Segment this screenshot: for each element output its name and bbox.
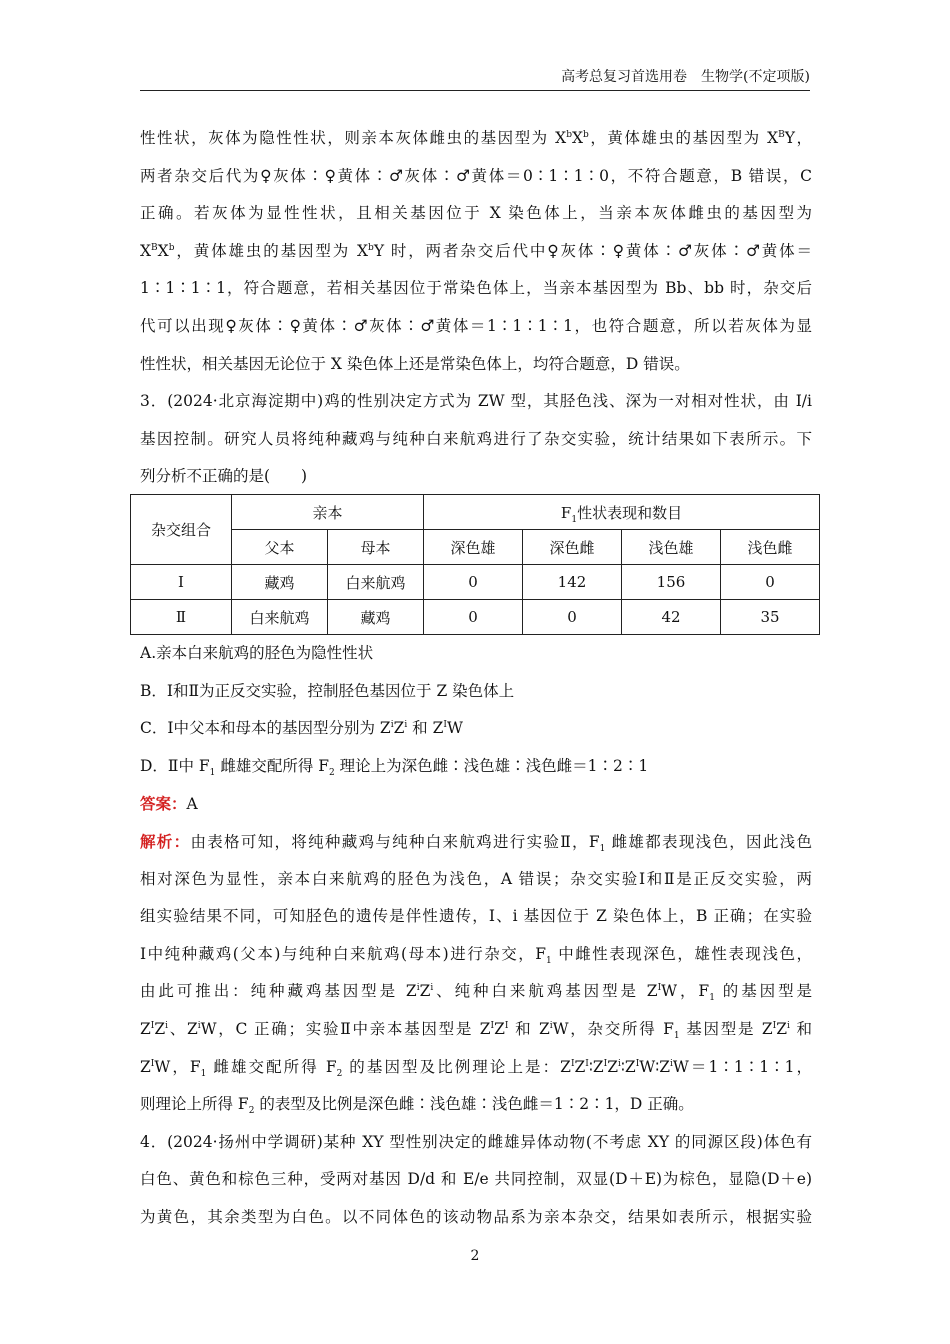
text-line: 列分析不正确的是( )	[140, 467, 308, 486]
header-mother: 母本	[328, 530, 424, 565]
answer-value: A	[186, 795, 198, 814]
analysis-label: 解析：	[140, 831, 191, 851]
table-cell: 白来航鸡	[232, 600, 328, 635]
question-4-stem: 4．(2024·扬州中学调研)某种 XY 型性别决定的雌雄异体动物(不考虑 XY 的同源区段)体色有	[140, 1132, 812, 1151]
answer-line	[140, 785, 812, 823]
text-line: 两者杂交后代为♀灰体∶♀黄体∶♂灰体∶♂黄体＝0∶1∶1∶0，不符合题意，B 错误，C	[140, 166, 812, 185]
analysis-line: 则理论上所得 $F_2$ 的表型及比例是深色雌∶浅色雄∶浅色雌＝1∶2∶1，D 正确。	[140, 1095, 694, 1117]
cross-table	[130, 494, 820, 635]
analysis-line: 相对深色为显性，亲本白来航鸡的胫色为浅色，A 错误；杂交实验Ⅰ和Ⅱ是正反交实验，两	[140, 869, 812, 888]
table-cell: 0	[424, 565, 523, 600]
text-line: 性性状，灰体为隐性性状，则亲本灰体雌虫的基因型为 $X^bX^b$，黄体雄虫的基因型为 $X^BY$，	[140, 129, 812, 147]
option-d: D．Ⅱ中 $F_1$ 雌雄交配所得 $F_2$ 理论上为深色雌∶浅色雄∶浅色雌＝1∶2∶1	[140, 756, 649, 778]
header-f1-col: 深色雌	[523, 530, 622, 565]
table-cell: 42	[622, 600, 721, 635]
header-parents: 亲本	[232, 495, 424, 530]
analysis-line: 组实验结果不同，可知胫色的遗传是伴性遗传，I、i 基因位于 Z 染色体上，B 正确；在实验	[140, 907, 812, 926]
header-f1-col: 浅色雄	[622, 530, 721, 565]
option-a: A.亲本白来航鸡的胫色为隐性性状	[140, 644, 374, 662]
table-cell: 藏鸡	[232, 565, 328, 600]
page-header	[140, 66, 810, 91]
table-cell: 142	[523, 565, 622, 600]
text-line: 基因控制。研究人员将纯种藏鸡与纯种白来航鸡进行了杂交实验，统计结果如下表所示。下	[140, 429, 812, 448]
analysis-line	[140, 823, 812, 861]
table-cell: 白来航鸡	[328, 565, 424, 600]
question-3-stem: 3．(2024·北京海淀期中)鸡的性别决定方式为 ZW 型，其胫色浅、深为一对相对性状，由 I/i	[140, 392, 812, 411]
page-number: 2	[470, 1248, 480, 1264]
header-title: 高考总复习首选用卷 生物学(不定项版)	[561, 69, 810, 85]
table-cell: 0	[424, 600, 523, 635]
table-cell: 35	[721, 600, 820, 635]
header-f1-col: 浅色雌	[721, 530, 820, 565]
text-line: 代可以出现♀灰体∶♀黄体∶♂灰体∶♂黄体＝1∶1∶1∶1，也符合题意，所以若灰体为显	[140, 316, 812, 335]
analysis-line: Ⅰ中纯种藏鸡(父本)与纯种白来航鸡(母本)进行杂交，$F_1$ 中雌性表现深色，雄性表现浅色，	[140, 944, 812, 966]
table-cell: 0	[721, 565, 820, 600]
answer-section	[140, 635, 812, 1237]
text-line: 1∶1∶1∶1，符合题意，若相关基因位于常染色体上，当亲本基因型为 Bb、bb 时，杂交后	[140, 279, 812, 298]
table-cell: Ⅱ	[131, 600, 232, 635]
intro-text	[140, 120, 812, 496]
header-group: 杂交组合	[131, 495, 232, 565]
header-f1-col: 深色雄	[424, 530, 523, 565]
text-line: 性性状，相关基因无论位于 X 染色体上还是常染色体上，均符合题意，D 错误。	[140, 354, 690, 373]
table-row	[131, 565, 820, 600]
table-cell: Ⅰ	[131, 565, 232, 600]
analysis-line: 由此可推出：纯种藏鸡基因型是 $Z^iZ^i$、纯种白来航鸡基因型是 $Z^IW$，$F_1$ 的基因型是	[140, 982, 812, 1004]
table-cell: 156	[622, 565, 721, 600]
text-line: 为黄色，其余类型为白色。以不同体色的该动物品系为亲本杂交，结果如表所示，根据实验	[140, 1207, 812, 1226]
table-cell: 藏鸡	[328, 600, 424, 635]
text-line: $X^BX^b$，黄体雄虫的基因型为 $X^bY$ 时，两者杂交后代中♀灰体∶♀黄体∶♂灰体∶♂黄体＝	[140, 241, 812, 260]
option-b: B．Ⅰ和Ⅱ为正反交实验，控制胫色基因位于 Z 染色体上	[140, 681, 515, 700]
table-row	[131, 600, 820, 635]
analysis-line: $Z^IW$，$F_1$ 雌雄交配所得 $F_2$ 的基因型及比例理论上是：$Z^IZ^I∶Z^IZ^i∶Z^IW∶Z^iW=1∶1∶1∶1$，	[140, 1057, 812, 1079]
option-c: C．Ⅰ中父本和母本的基因型分别为 $Z^iZ^i$ 和 $Z^IW$	[140, 719, 463, 738]
analysis-text: 由表格可知，将纯种藏鸡与纯种白来航鸡进行实验Ⅱ，$F_1$ 雌雄都表现浅色，因此浅色	[190, 832, 812, 855]
header-f1: $F_1$性状表现和数目	[424, 495, 820, 530]
text-line: 正确。若灰体为显性性状，且相关基因位于 X 染色体上，当亲本灰体雌虫的基因型为	[140, 204, 812, 223]
answer-label: 答案：	[140, 794, 187, 814]
analysis-line: $Z^IZ^i$、$Z^iW$，C 正确；实验Ⅱ中亲本基因型是 $Z^IZ^I$ 和 $Z^iW$，杂交所得 $F_1$ 基因型是 $Z^IZ^i$ 和	[140, 1019, 812, 1042]
text-line: 白色、黄色和棕色三种，受两对基因 D/d 和 E/e 共同控制，双显(D＋E)为棕色，显隐(D＋e)	[140, 1170, 812, 1189]
header-father: 父本	[232, 530, 328, 565]
table-cell: 0	[523, 600, 622, 635]
